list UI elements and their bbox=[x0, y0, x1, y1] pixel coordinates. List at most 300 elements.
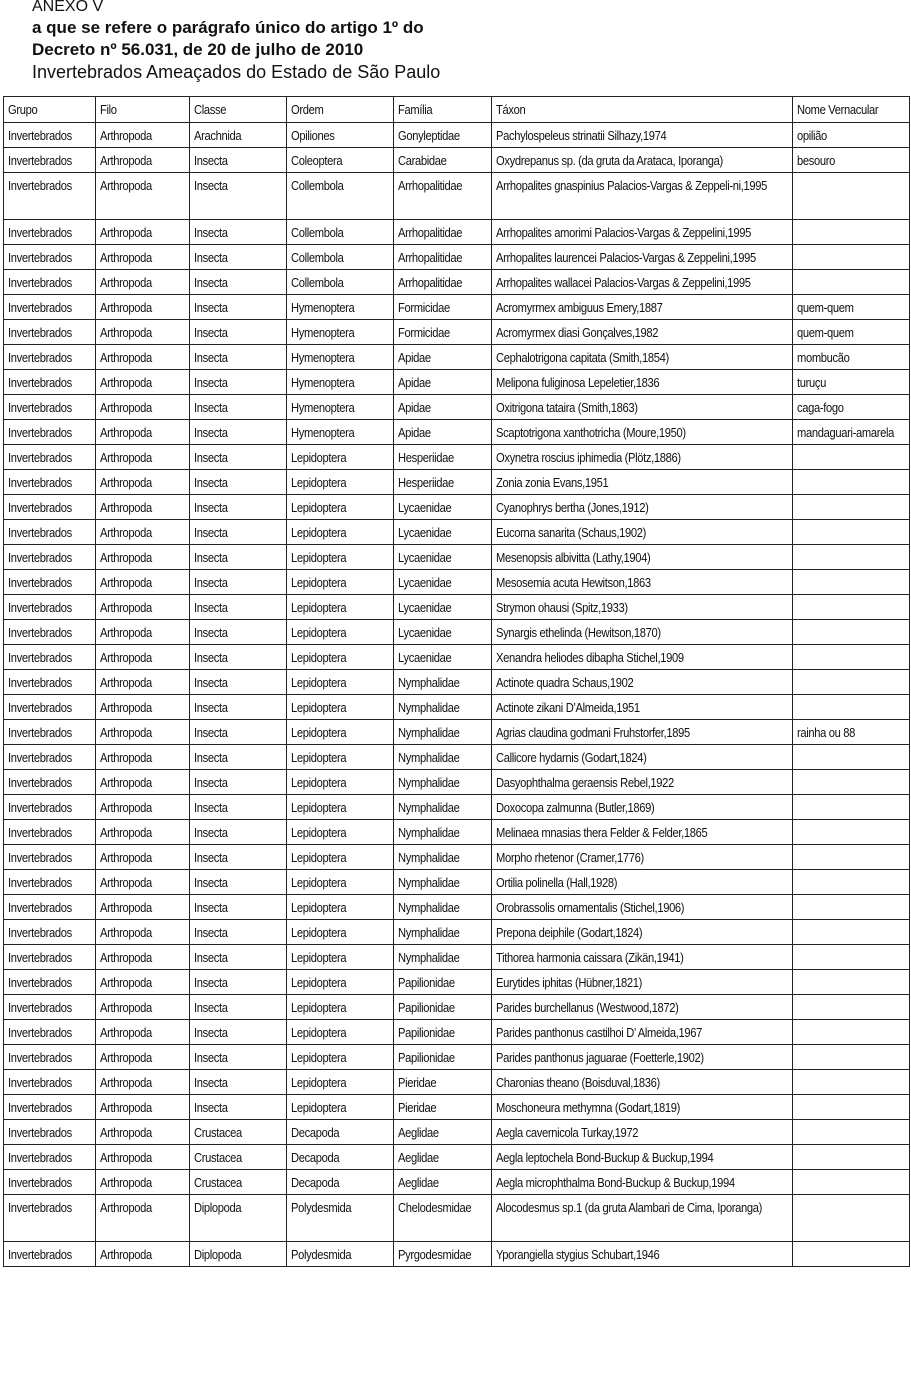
cell-nome-vernacular bbox=[793, 1020, 910, 1045]
cell-familia bbox=[394, 595, 492, 620]
cell-text: Invertebrados bbox=[8, 1100, 72, 1115]
cell-text: quem-quem bbox=[797, 300, 854, 315]
cell-text: Coleoptera bbox=[291, 153, 343, 168]
cell-text: Invertebrados bbox=[8, 375, 72, 390]
cell-text: Lycaenidae bbox=[398, 525, 452, 540]
cell-text: Dasyophthalma geraensis Rebel,1922 bbox=[496, 775, 674, 790]
cell-familia bbox=[394, 1095, 492, 1120]
cell-text: Diplopoda bbox=[194, 1200, 242, 1215]
cell-text: Lepidoptera bbox=[291, 1100, 347, 1115]
species-table bbox=[3, 96, 910, 1267]
cell-ordem bbox=[287, 695, 394, 720]
cell-grupo bbox=[4, 820, 96, 845]
cell-nome-vernacular bbox=[793, 695, 910, 720]
cell-text: Lepidoptera bbox=[291, 900, 347, 915]
cell-text: Arthropoda bbox=[100, 1050, 152, 1065]
column-header-filo bbox=[96, 97, 190, 123]
cell-text: Actinote zikani D’Almeida,1951 bbox=[496, 700, 640, 715]
cell-ordem bbox=[287, 220, 394, 245]
cell-text: Nymphalidae bbox=[398, 775, 460, 790]
cell-text: Lepidoptera bbox=[291, 1025, 347, 1040]
cell-text: Invertebrados bbox=[8, 153, 72, 168]
cell-text: Insecta bbox=[194, 350, 228, 365]
cell-text: Arthropoda bbox=[100, 675, 152, 690]
cell-grupo bbox=[4, 470, 96, 495]
cell-taxon bbox=[492, 920, 793, 945]
cell-grupo bbox=[4, 320, 96, 345]
cell-text: Lepidoptera bbox=[291, 925, 347, 940]
table-row bbox=[4, 545, 910, 570]
cell-ordem bbox=[287, 970, 394, 995]
table-row bbox=[4, 1095, 910, 1120]
cell-text: caga-fogo bbox=[797, 400, 844, 415]
cell-text: Invertebrados bbox=[8, 1175, 72, 1190]
cell-nome-vernacular bbox=[793, 545, 910, 570]
cell-familia bbox=[394, 470, 492, 495]
cell-filo bbox=[96, 770, 190, 795]
cell-filo bbox=[96, 1145, 190, 1170]
cell-filo bbox=[96, 945, 190, 970]
cell-ordem bbox=[287, 1145, 394, 1170]
cell-text: Apidae bbox=[398, 375, 431, 390]
cell-familia bbox=[394, 345, 492, 370]
cell-filo bbox=[96, 173, 190, 220]
cell-text: Invertebrados bbox=[8, 550, 72, 565]
cell-text: Insecta bbox=[194, 750, 228, 765]
cell-text: Cyanophrys bertha (Jones,1912) bbox=[496, 500, 649, 515]
cell-classe bbox=[190, 1095, 287, 1120]
cell-text: Arthropoda bbox=[100, 325, 152, 340]
cell-grupo bbox=[4, 970, 96, 995]
cell-grupo bbox=[4, 520, 96, 545]
cell-taxon bbox=[492, 370, 793, 395]
cell-text: Lepidoptera bbox=[291, 475, 347, 490]
cell-text: Aegla leptochela Bond-Buckup & Buckup,1994 bbox=[496, 1150, 714, 1165]
cell-familia bbox=[394, 1195, 492, 1242]
cell-text: Diplopoda bbox=[194, 1247, 242, 1262]
cell-text: Invertebrados bbox=[8, 950, 72, 965]
cell-ordem bbox=[287, 770, 394, 795]
cell-classe bbox=[190, 1120, 287, 1145]
cell-text: opilião bbox=[797, 128, 827, 143]
cell-text: Invertebrados bbox=[8, 700, 72, 715]
cell-grupo bbox=[4, 495, 96, 520]
cell-text: Arthropoda bbox=[100, 300, 152, 315]
cell-text: Insecta bbox=[194, 1075, 228, 1090]
cell-nome-vernacular bbox=[793, 445, 910, 470]
cell-grupo bbox=[4, 795, 96, 820]
cell-text: Arthropoda bbox=[100, 550, 152, 565]
cell-text: besouro bbox=[797, 153, 836, 168]
cell-familia bbox=[394, 445, 492, 470]
cell-ordem bbox=[287, 845, 394, 870]
cell-text: Arthropoda bbox=[100, 950, 152, 965]
cell-grupo bbox=[4, 173, 96, 220]
cell-classe bbox=[190, 670, 287, 695]
cell-text: Crustacea bbox=[194, 1150, 242, 1165]
cell-grupo bbox=[4, 645, 96, 670]
cell-text: Collembola bbox=[291, 250, 344, 265]
cell-nome-vernacular bbox=[793, 1195, 910, 1242]
column-header-ordem bbox=[287, 97, 394, 123]
cell-filo bbox=[96, 1170, 190, 1195]
cell-taxon bbox=[492, 1070, 793, 1095]
cell-text: Collembola bbox=[291, 225, 344, 240]
cell-nome-vernacular bbox=[793, 1045, 910, 1070]
cell-ordem bbox=[287, 820, 394, 845]
cell-nome-vernacular bbox=[793, 1145, 910, 1170]
cell-familia bbox=[394, 645, 492, 670]
cell-text: Arachnida bbox=[194, 128, 242, 143]
cell-grupo bbox=[4, 745, 96, 770]
cell-text: Invertebrados bbox=[8, 850, 72, 865]
cell-familia bbox=[394, 570, 492, 595]
cell-ordem bbox=[287, 620, 394, 645]
cell-text: Arthropoda bbox=[100, 350, 152, 365]
cell-filo bbox=[96, 1095, 190, 1120]
cell-text: Arthropoda bbox=[100, 600, 152, 615]
column-header-familia bbox=[394, 97, 492, 123]
cell-nome-vernacular bbox=[793, 270, 910, 295]
cell-text: Arthropoda bbox=[100, 650, 152, 665]
cell-familia bbox=[394, 1020, 492, 1045]
cell-text: Insecta bbox=[194, 250, 228, 265]
cell-nome-vernacular bbox=[793, 520, 910, 545]
cell-text: Morpho rhetenor (Cramer,1776) bbox=[496, 850, 644, 865]
cell-text: Lycaenidae bbox=[398, 500, 452, 515]
cell-text: Lycaenidae bbox=[398, 625, 452, 640]
cell-ordem bbox=[287, 1242, 394, 1267]
cell-ordem bbox=[287, 645, 394, 670]
cell-text: Formicidae bbox=[398, 325, 450, 340]
cell-nome-vernacular bbox=[793, 123, 910, 148]
cell-text: Insecta bbox=[194, 650, 228, 665]
cell-text: Arthropoda bbox=[100, 1247, 152, 1262]
cell-text: Polydesmida bbox=[291, 1247, 352, 1262]
cell-taxon bbox=[492, 1195, 793, 1242]
cell-grupo bbox=[4, 245, 96, 270]
cell-text: Pyrgodesmidae bbox=[398, 1247, 472, 1262]
cell-taxon bbox=[492, 420, 793, 445]
cell-filo bbox=[96, 270, 190, 295]
cell-text: Arthropoda bbox=[100, 575, 152, 590]
cell-text: Lycaenidae bbox=[398, 650, 452, 665]
cell-text: Nymphalidae bbox=[398, 725, 460, 740]
cell-ordem bbox=[287, 295, 394, 320]
cell-text: Arthropoda bbox=[100, 750, 152, 765]
cell-nome-vernacular bbox=[793, 420, 910, 445]
cell-nome-vernacular bbox=[793, 395, 910, 420]
cell-taxon bbox=[492, 970, 793, 995]
cell-grupo bbox=[4, 1120, 96, 1145]
cell-text: Arthropoda bbox=[100, 450, 152, 465]
cell-nome-vernacular bbox=[793, 295, 910, 320]
cell-text: Arthropoda bbox=[100, 1100, 152, 1115]
cell-familia bbox=[394, 1120, 492, 1145]
table-row bbox=[4, 173, 910, 220]
table-row bbox=[4, 595, 910, 620]
cell-text: Arthropoda bbox=[100, 400, 152, 415]
cell-text: Carabidae bbox=[398, 153, 447, 168]
cell-classe bbox=[190, 270, 287, 295]
cell-taxon bbox=[492, 645, 793, 670]
cell-filo bbox=[96, 345, 190, 370]
cell-text: Nymphalidae bbox=[398, 900, 460, 915]
cell-classe bbox=[190, 1020, 287, 1045]
cell-grupo bbox=[4, 620, 96, 645]
cell-text: Parides panthonus jaguarae (Foetterle,1902) bbox=[496, 1050, 704, 1065]
cell-text: Arthropoda bbox=[100, 1175, 152, 1190]
cell-taxon bbox=[492, 895, 793, 920]
cell-text: Invertebrados bbox=[8, 625, 72, 640]
cell-ordem bbox=[287, 245, 394, 270]
cell-filo bbox=[96, 795, 190, 820]
cell-text: Invertebrados bbox=[8, 225, 72, 240]
table-row bbox=[4, 770, 910, 795]
cell-text: Pachylospeleus strinatii Silhazy,1974 bbox=[496, 128, 667, 143]
cell-text: Insecta bbox=[194, 475, 228, 490]
cell-text: Crustacea bbox=[194, 1125, 242, 1140]
cell-familia bbox=[394, 870, 492, 895]
cell-text: Nymphalidae bbox=[398, 750, 460, 765]
cell-grupo bbox=[4, 545, 96, 570]
cell-text: Insecta bbox=[194, 725, 228, 740]
cell-text: Invertebrados bbox=[8, 1000, 72, 1015]
cell-text: Arthropoda bbox=[100, 475, 152, 490]
table-row bbox=[4, 795, 910, 820]
cell-text: Arrhopalitidae bbox=[398, 250, 463, 265]
cell-classe bbox=[190, 920, 287, 945]
cell-text: Decapoda bbox=[291, 1175, 340, 1190]
cell-ordem bbox=[287, 870, 394, 895]
cell-text: Invertebrados bbox=[8, 925, 72, 940]
table-row bbox=[4, 1120, 910, 1145]
cell-grupo bbox=[4, 720, 96, 745]
cell-grupo bbox=[4, 270, 96, 295]
cell-text: Lepidoptera bbox=[291, 675, 347, 690]
table-row bbox=[4, 670, 910, 695]
cell-nome-vernacular bbox=[793, 895, 910, 920]
table-row bbox=[4, 695, 910, 720]
cell-ordem bbox=[287, 795, 394, 820]
cell-nome-vernacular bbox=[793, 670, 910, 695]
cell-text: Insecta bbox=[194, 775, 228, 790]
cell-taxon bbox=[492, 770, 793, 795]
cell-classe bbox=[190, 545, 287, 570]
cell-grupo bbox=[4, 148, 96, 173]
cell-familia bbox=[394, 695, 492, 720]
cell-text: Oxynetra roscius iphimedia (Plötz,1886) bbox=[496, 450, 681, 465]
cell-text: Insecta bbox=[194, 1050, 228, 1065]
cell-nome-vernacular bbox=[793, 320, 910, 345]
cell-ordem bbox=[287, 370, 394, 395]
cell-text: Scaptotrigona xanthotricha (Moure,1950) bbox=[496, 425, 686, 440]
cell-familia bbox=[394, 795, 492, 820]
cell-ordem bbox=[287, 545, 394, 570]
cell-nome-vernacular bbox=[793, 845, 910, 870]
cell-text: Insecta bbox=[194, 950, 228, 965]
cell-text: Xenandra heliodes dibapha Stichel,1909 bbox=[496, 650, 684, 665]
cell-taxon bbox=[492, 620, 793, 645]
cell-text: Arthropoda bbox=[100, 875, 152, 890]
cell-classe bbox=[190, 173, 287, 220]
table-row bbox=[4, 345, 910, 370]
cell-grupo bbox=[4, 370, 96, 395]
cell-text: Lepidoptera bbox=[291, 625, 347, 640]
cell-filo bbox=[96, 295, 190, 320]
table-row bbox=[4, 1170, 910, 1195]
cell-text: quem-quem bbox=[797, 325, 854, 340]
cell-text: Invertebrados bbox=[8, 675, 72, 690]
cell-nome-vernacular bbox=[793, 745, 910, 770]
cell-text: Hesperiidae bbox=[398, 475, 454, 490]
cell-nome-vernacular bbox=[793, 1070, 910, 1095]
cell-text: Invertebrados bbox=[8, 475, 72, 490]
cell-text: Arthropoda bbox=[100, 925, 152, 940]
cell-grupo bbox=[4, 1170, 96, 1195]
cell-text: Lepidoptera bbox=[291, 575, 347, 590]
cell-text: Lepidoptera bbox=[291, 700, 347, 715]
cell-text: Insecta bbox=[194, 425, 228, 440]
cell-familia bbox=[394, 845, 492, 870]
cell-filo bbox=[96, 123, 190, 148]
cell-taxon bbox=[492, 720, 793, 745]
cell-text: Nymphalidae bbox=[398, 675, 460, 690]
cell-classe bbox=[190, 1242, 287, 1267]
cell-text: Insecta bbox=[194, 300, 228, 315]
cell-text: Invertebrados bbox=[8, 128, 72, 143]
cell-grupo bbox=[4, 395, 96, 420]
cell-text: Arthropoda bbox=[100, 900, 152, 915]
cell-nome-vernacular bbox=[793, 720, 910, 745]
cell-familia bbox=[394, 370, 492, 395]
cell-filo bbox=[96, 445, 190, 470]
cell-filo bbox=[96, 545, 190, 570]
cell-classe bbox=[190, 595, 287, 620]
cell-text: Invertebrados bbox=[8, 350, 72, 365]
cell-grupo bbox=[4, 695, 96, 720]
cell-text: Lepidoptera bbox=[291, 1075, 347, 1090]
cell-text: Hymenoptera bbox=[291, 325, 355, 340]
cell-grupo bbox=[4, 295, 96, 320]
cell-text: Insecta bbox=[194, 900, 228, 915]
cell-nome-vernacular bbox=[793, 770, 910, 795]
cell-text: Hymenoptera bbox=[291, 375, 355, 390]
cell-ordem bbox=[287, 720, 394, 745]
cell-text: Decapoda bbox=[291, 1125, 340, 1140]
cell-text: Invertebrados bbox=[8, 875, 72, 890]
cell-grupo bbox=[4, 345, 96, 370]
cell-text: Pieridae bbox=[398, 1100, 437, 1115]
cell-familia bbox=[394, 123, 492, 148]
cell-classe bbox=[190, 370, 287, 395]
cell-text: Arrhopalitidae bbox=[398, 275, 463, 290]
cell-grupo bbox=[4, 420, 96, 445]
cell-nome-vernacular bbox=[793, 245, 910, 270]
column-header-grupo bbox=[4, 97, 96, 123]
cell-classe bbox=[190, 645, 287, 670]
cell-classe bbox=[190, 945, 287, 970]
cell-filo bbox=[96, 595, 190, 620]
cell-text: Invertebrados bbox=[8, 450, 72, 465]
table-row bbox=[4, 745, 910, 770]
cell-text: Arrhopalites laurencei Palacios-Vargas & Zeppelini,1995 bbox=[496, 250, 756, 265]
cell-ordem bbox=[287, 123, 394, 148]
cell-grupo bbox=[4, 123, 96, 148]
cell-text: Invertebrados bbox=[8, 425, 72, 440]
table-row bbox=[4, 445, 910, 470]
cell-text: Aeglidae bbox=[398, 1175, 439, 1190]
cell-taxon bbox=[492, 345, 793, 370]
cell-text: Hesperiidae bbox=[398, 450, 454, 465]
cell-filo bbox=[96, 245, 190, 270]
cell-nome-vernacular bbox=[793, 870, 910, 895]
cell-text: Formicidae bbox=[398, 300, 450, 315]
cell-taxon bbox=[492, 220, 793, 245]
cell-grupo bbox=[4, 920, 96, 945]
cell-text: Polydesmida bbox=[291, 1200, 352, 1215]
table-row bbox=[4, 245, 910, 270]
table-row bbox=[4, 845, 910, 870]
cell-filo bbox=[96, 845, 190, 870]
cell-grupo bbox=[4, 1242, 96, 1267]
cell-text: Arthropoda bbox=[100, 1000, 152, 1015]
cell-text: Nymphalidae bbox=[398, 825, 460, 840]
cell-text: Arrhopalites gnaspinius Palacios-Vargas & Zeppeli-ni,1995 bbox=[496, 178, 768, 193]
cell-text: Arthropoda bbox=[100, 625, 152, 640]
cell-text: Invertebrados bbox=[8, 500, 72, 515]
cell-text: mandaguari-amarela bbox=[797, 425, 894, 440]
table-row bbox=[4, 495, 910, 520]
cell-taxon bbox=[492, 870, 793, 895]
cell-classe bbox=[190, 995, 287, 1020]
cell-familia bbox=[394, 1070, 492, 1095]
cell-text: Arrhopalitidae bbox=[398, 178, 463, 193]
cell-ordem bbox=[287, 995, 394, 1020]
cell-classe bbox=[190, 1145, 287, 1170]
column-header-classe bbox=[190, 97, 287, 123]
cell-classe bbox=[190, 695, 287, 720]
table-row bbox=[4, 1145, 910, 1170]
table-row bbox=[4, 220, 910, 245]
cell-familia bbox=[394, 320, 492, 345]
cell-classe bbox=[190, 1195, 287, 1242]
cell-text: Insecta bbox=[194, 153, 228, 168]
cell-filo bbox=[96, 395, 190, 420]
list-title: Invertebrados Ameaçados do Estado de São Paulo bbox=[32, 62, 441, 82]
cell-text: Melipona fuliginosa Lepeletier,1836 bbox=[496, 375, 660, 390]
cell-grupo bbox=[4, 845, 96, 870]
cell-filo bbox=[96, 1045, 190, 1070]
cell-filo bbox=[96, 370, 190, 395]
cell-text: Crustacea bbox=[194, 1175, 242, 1190]
cell-text: Orobrassolis ornamentalis (Stichel,1906) bbox=[496, 900, 685, 915]
cell-text: Invertebrados bbox=[8, 400, 72, 415]
cell-text: Arthropoda bbox=[100, 375, 152, 390]
cell-classe bbox=[190, 820, 287, 845]
cell-filo bbox=[96, 220, 190, 245]
cell-text: Insecta bbox=[194, 700, 228, 715]
cell-text: Insecta bbox=[194, 1100, 228, 1115]
column-header-nome-vernacular bbox=[793, 97, 910, 123]
cell-familia bbox=[394, 420, 492, 445]
table-row bbox=[4, 570, 910, 595]
cell-filo bbox=[96, 895, 190, 920]
cell-familia bbox=[394, 970, 492, 995]
cell-text: Nymphalidae bbox=[398, 850, 460, 865]
cell-nome-vernacular bbox=[793, 345, 910, 370]
cell-text: Aeglidae bbox=[398, 1150, 439, 1165]
